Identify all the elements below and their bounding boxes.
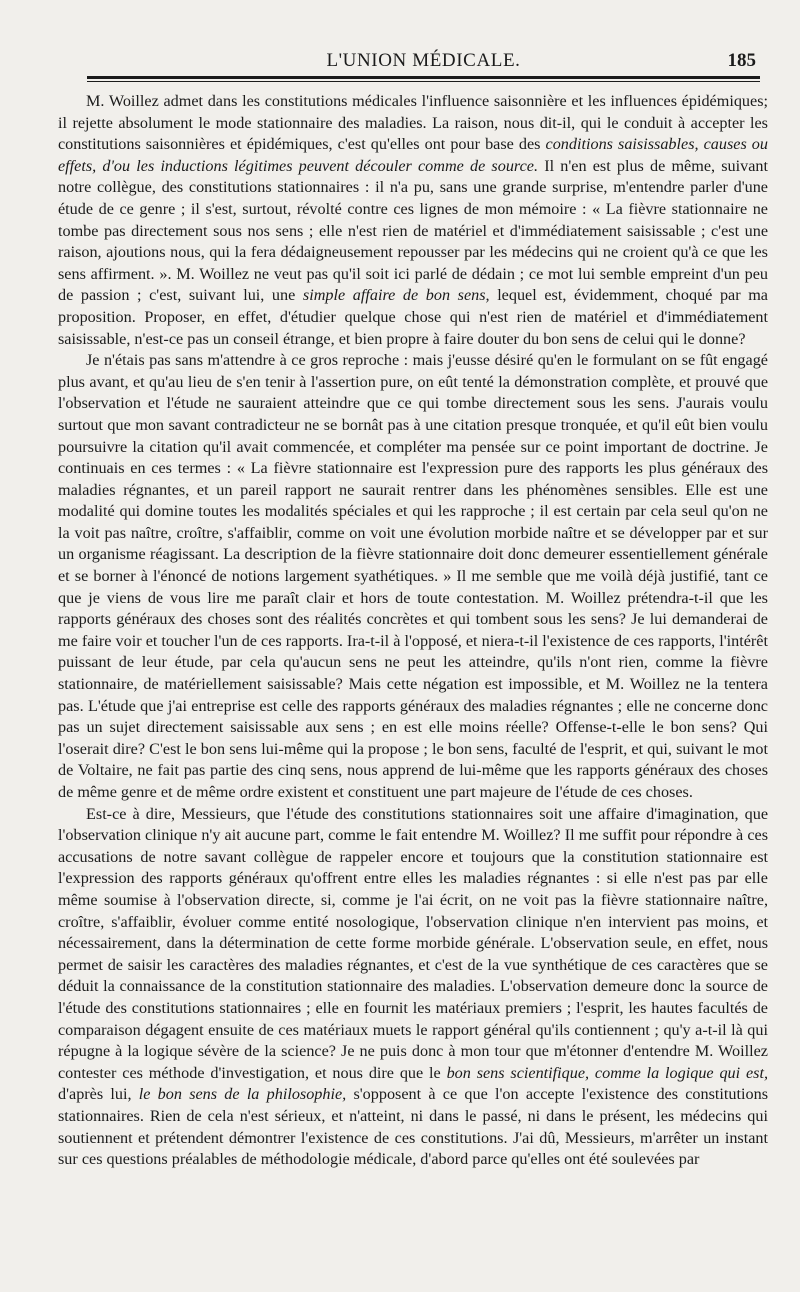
running-title: L'UNION MÉDICALE. [326, 50, 521, 71]
text-run: Est-ce à dire, Messieurs, que l'étude des constitutions stationnaires soit une affaire d'imagination, que l'observation clinique n'y ait aucune part, comme le fait entendre M. Woillez? Il me suffit pour répondre à ces accusations de notre savant collègue de rappeler encore et toujours que la constitution stationnaire est l'expression des rapports généraux qu'offrent entre elles les maladies régnantes : si elle n'est pas par elle même soumise à l'observation directe, si, comme je l'ai écrit, on ne voit pas la fièvre stationnaire naître, croître, s'affaiblir, évoluer comme entité nosologique, l'observation clinique n'en intervient pas moins, et nécessairement, dans la détermination de cette forme morbide générale. L'observation seule, en effet, nous permet de saisir les caractères des maladies régnantes, et c'est de la vue synthétique de ces caractères que se déduit la connaissance de la constitution stationnaire des maladies. L'observation demeure donc la source de l'étude des constitutions stationnaires ; elle en fournit les matériaux premiers ; l'esprit, les hautes facultés de comparaison dégagent ensuite de ces matériaux muets le rapport général qu'ils contiennent ; qu'y a-t-il là qui répugne à la logique sévère de la science? Je ne puis donc à mon tour que m'étonner d'entendre M. Woillez contester ces méthode d'investigation, et nous dire que le [58, 804, 768, 1082]
text-run: M. Woillez admet dans les constitutions médicales l'influence saisonnière et les influences épidémiques; il rejette absolument le mode stationnaire des maladies. La raison, nous dit-il, qui le conduit à accepter les constitutions saisonnières et épidémiques, c'est qu'elles ont pour base des [58, 92, 768, 154]
page-number: 185 [727, 50, 756, 71]
text-run: Il n'en est plus de même, suivant notre collègue, des constitutions stationnaires : il n'a pu, sans une grande surprise, m'entendre parler d'une étude de ce genre ; il s'est, surtout, révolté contre ces lignes de mon mémoire : « La fièvre stationnaire ne tombe pas directement sous nos sens ; elle n'est rien de matériel et d'immédiatement saisissable ; c'est une raison, ajoutions nous, qui la fera dédaigneusement repousser par les médecins qui ne croient qu'à ce que les sens affirment. ». M. Woillez ne veut pas qu'il soit ici parlé de dédain ; ce mot lui semble empreint d'un peu de passion ; c'est, suivant lui, une [58, 156, 768, 305]
italic-run: bon sens scientifique, comme la logique qui est, [446, 1063, 768, 1082]
italic-run: simple affaire de bon sens, [302, 286, 490, 305]
header-rule-thick [87, 76, 760, 79]
paragraph-2 [58, 350, 768, 803]
page-header [87, 50, 760, 84]
italic-run: conditions saisissables, causes ou effets, d'ou les inductions légitimes peuvent découler comme de source. [58, 135, 768, 175]
body-text [58, 91, 768, 1171]
header-rule-thin [87, 81, 760, 82]
text-run: lequel est, évidemment, choqué par ma proposition. Proposer, en effet, d'étudier quelque chose qui n'est rien de matériel et d'immédiatement saisissable, n'est-ce pas un conseil étrange, et bien propre à faire douter du bon sens de celui qui le donne? [58, 286, 768, 348]
paragraph-3 [58, 804, 768, 1171]
text-run: s'opposent à ce que l'on accepte l'existence des constitutions stationnaires. Rien de cela n'est sérieux, et n'atteint, ni dans le passé, ni dans le présent, les médecins qui soutiennent et prétendent démontrer l'existence de ces constitutions. J'ai dû, Messieurs, m'arrêter un instant sur ces questions préalables de méthodologie médicale, d'abord parce qu'elles ont été soulevées par [58, 1085, 768, 1169]
text-run: d'après lui, [58, 1085, 139, 1104]
italic-run: le bon sens de la philosophie, [138, 1085, 347, 1104]
text-run: Je n'étais pas sans m'attendre à ce gros reproche : mais j'eusse désiré qu'en le formulant on se fût engagé plus avant, et qu'au lieu de s'en tenir à l'assertion pure, on eût tenté la démonstration complète, et prouvé que l'observation et l'étude ne sauraient atteindre que ce qui tombe directement sous les sens. J'aurais voulu surtout que mon savant contradicteur ne se bornât pas à une citation presque tronquée, et qu'il eût bien voulu poursuivre la citation qu'il avait commencée, et compléter ma pensée sur ce point important de doctrine. Je continuais en ces termes : « La fièvre stationnaire est l'expression pure des rapports les plus généraux des maladies régnantes, et un pareil rapport ne saurait rentrer dans les phénomènes sensibles. Elle est une modalité qui domine toutes les modalités spéciales et qui les rapproche ; il est certain par cela seul qu'on ne la voit pas naître, croître, s'affaiblir, comme on voit une évolution morbide naître et se développer par et sur un organisme réagissant. La description de la fièvre stationnaire doit donc demeurer essentiellement générale et se borner à l'énoncé de notions largement syathétiques. » Il me semble que me voilà déjà justifié, tant ce que je viens de vous lire me paraît clair et hors de toute contestation. M. Woillez prétendra-t-il que les rapports généraux des choses sont des réalités concrètes et qui tombent sous les sens? Je lui demanderai de me faire voir et toucher l'un de ces rapports. Ira-t-il à l'opposé, et niera-t-il l'existence de ces rapports, l'intérêt puissant de leur étude, par cela qu'aucun sens ne peut les atteindre, qu'ils n'ont rien, comme la fièvre stationnaire, de matériellement saisissable? Mais cette négation est impossible, et M. Woillez ne la tentera pas. L'étude que j'ai entreprise est celle des rapports généraux des maladies régnantes ; elle ne concerne donc pas un sujet directement saisissable aux sens ; en est elle moins réelle? Offense-t-elle le bon sens? Qui l'oserait dire? C'est le bon sens lui-même qui la propose ; le bon sens, faculté de l'esprit, et qui, suivant le mot de Voltaire, ne fait pas partie des cinq sens, nous apprend de lui-même que les rapports généraux des choses de même genre et de même ordre existent et constituent une part majeure de l'étude de ces choses. [58, 351, 768, 801]
paragraph-1 [58, 91, 768, 350]
